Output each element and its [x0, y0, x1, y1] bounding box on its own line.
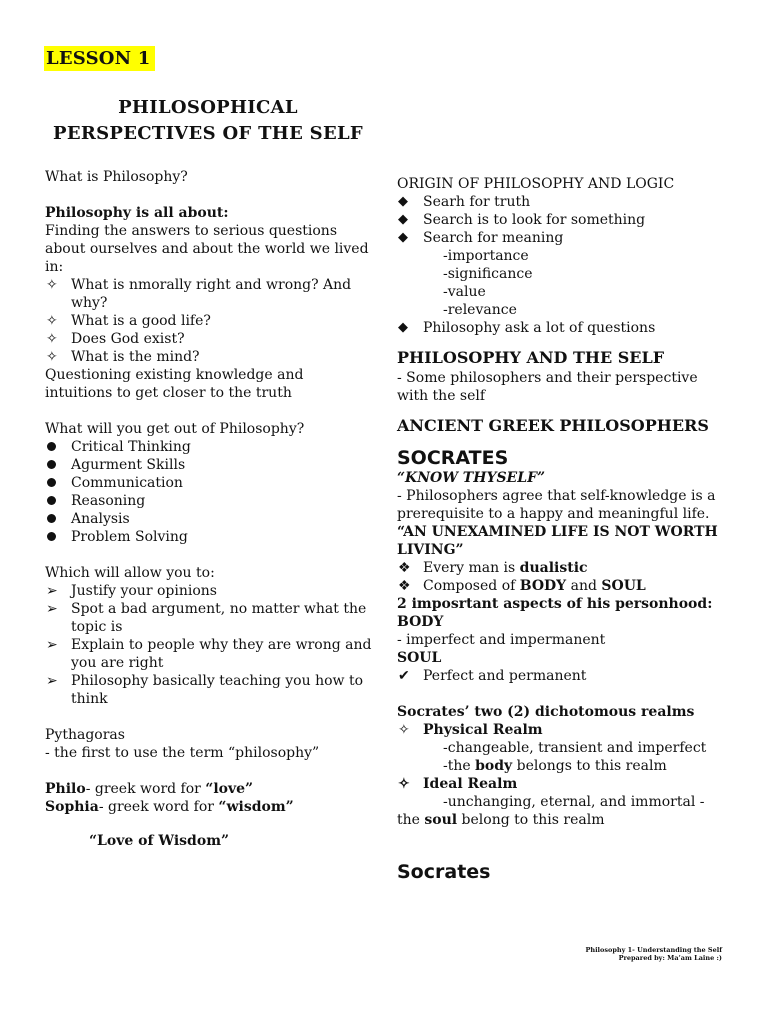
philosophy-self-heading: PHILOSOPHY AND THE SELF — [397, 348, 665, 367]
arrowhead-icon: ➢ — [46, 583, 58, 599]
know-thyself: “KNOW THYSELF” — [397, 470, 546, 486]
diamond-icon: ◆ — [398, 194, 408, 209]
socrates-heading-2: Socrates — [397, 861, 491, 883]
list-item: ✧ What is a good life? — [46, 313, 211, 329]
body-desc: - imperfect and impermanent — [397, 632, 606, 648]
get-out-question: What will you get out of Philosophy? — [45, 421, 305, 437]
know-desc: - Philosophers agree that self-knowledge is a prerequisite to a happy and meaningful life. — [397, 488, 716, 522]
unexamined-quote: “AN UNEXAMINED LIFE IS NOT WORTH LIVING” — [397, 524, 718, 558]
page-title — [44, 95, 372, 147]
arrowhead-icon: ➢ — [46, 673, 58, 689]
diamond-icon: ◆ — [398, 230, 408, 245]
what-is-philosophy: What is Philosophy? — [45, 169, 188, 185]
arrowhead-icon: ➢ — [46, 601, 58, 617]
list-item: ✔ Perfect and permanent — [398, 668, 587, 684]
list-item: ❖ Every man is dualistic — [398, 560, 588, 576]
aspects-heading: 2 imposrtant aspects of his personhood: — [397, 596, 713, 612]
meaning-sub: -relevance — [443, 302, 517, 318]
socrates-heading: SOCRATES — [397, 447, 509, 469]
footer-line-1: Philosophy 1- Understanding the Self — [585, 946, 722, 954]
list-item: ✧ Does God exist? — [46, 331, 185, 347]
list-item: ➢ Philosophy basically teaching you how to think — [46, 673, 364, 707]
sophia-line: Sophia- greek word for “wisdom” — [45, 799, 294, 815]
list-item: ✧ Ideal Realm — [398, 776, 518, 792]
physical-desc-2: -the body belongs to this realm — [443, 758, 667, 774]
arrowhead-icon: ➢ — [46, 637, 58, 653]
list-item: Communication — [71, 475, 183, 491]
star-outline-icon: ✧ — [46, 349, 58, 365]
list-item: ◆ Philosophy ask a lot of questions — [398, 320, 656, 336]
list-item: ➢ Explain to people why they are wrong and you are right — [46, 637, 372, 671]
star-outline-icon: ✧ — [46, 331, 58, 347]
list-item: Reasoning — [71, 493, 146, 509]
philo-line: Philo- greek word for “love” — [45, 781, 254, 797]
realms-heading: Socrates’ two (2) dichotomous realms — [397, 704, 695, 720]
love-of-wisdom: “Love of Wisdom” — [89, 833, 230, 849]
ancient-heading: ANCIENT GREEK PHILOSOPHERS — [397, 416, 709, 435]
star-outline-icon: ✧ — [398, 776, 410, 792]
list-item: ➢ Spot a bad argument, no matter what the topic is — [46, 601, 367, 635]
ideal-desc-2: the soul belong to this realm — [397, 812, 605, 828]
title-line-1: PHILOSOPHICAL — [118, 97, 298, 118]
footer — [585, 946, 722, 962]
list-item: ◆ Search for meaning — [398, 230, 564, 246]
diamond-icon: ◆ — [398, 212, 408, 227]
pythagoras-desc: - the first to use the term “philosophy” — [45, 745, 320, 761]
footer-line-2: Prepared by: Ma’am Laine :) — [618, 954, 722, 962]
body-label: BODY — [397, 614, 444, 630]
clover-icon: ❖ — [398, 560, 411, 576]
list-item: ✧ What is nmorally right and wrong? And why? — [46, 277, 352, 311]
star-outline-icon: ✧ — [46, 313, 58, 329]
clover-icon: ❖ — [398, 578, 411, 594]
lesson-label: LESSON 1 — [44, 46, 155, 71]
list-item: ✧ Physical Realm — [398, 722, 543, 738]
list-item: ◆ Searh for truth — [398, 194, 531, 210]
star-outline-icon: ✧ — [398, 722, 410, 738]
list-item: ➢ Justify your opinions — [46, 583, 217, 599]
left-column — [45, 168, 375, 850]
checkmark-icon: ✔ — [398, 668, 410, 684]
questioning-text: Questioning existing knowledge and intuitions to get closer to the truth — [45, 367, 304, 401]
meaning-sub: -value — [443, 284, 486, 300]
philosophy-self-desc: - Some philosophers and their perspective with the self — [397, 370, 698, 404]
list-item: ✧ What is the mind? — [46, 349, 200, 365]
ideal-desc-1: -unchanging, eternal, and immortal - — [443, 794, 705, 810]
title-line-2: PERSPECTIVES OF THE SELF — [52, 123, 364, 144]
list-item: ❖ Composed of BODY and SOUL — [398, 578, 646, 594]
about-heading: Philosophy is all about: — [45, 205, 229, 221]
soul-label: SOUL — [397, 650, 442, 666]
about-text: Finding the answers to serious questions about ourselves and about the world we lived in: — [45, 223, 369, 275]
list-item: ◆ Search is to look for something — [398, 212, 646, 228]
diamond-icon: ◆ — [398, 320, 408, 335]
origin-heading: ORIGIN OF PHILOSOPHY AND LOGIC — [397, 176, 675, 192]
list-item: Agurment Skills — [71, 457, 186, 473]
meaning-sub: -importance — [443, 248, 529, 264]
pythagoras: Pythagoras — [45, 727, 125, 743]
allow-heading: Which will allow you to: — [45, 565, 215, 581]
right-column — [397, 175, 727, 883]
star-outline-icon: ✧ — [46, 277, 58, 293]
list-item: Critical Thinking — [71, 439, 191, 455]
list-item: Problem Solving — [71, 529, 188, 545]
meaning-sub: -significance — [443, 266, 533, 282]
physical-desc-1: -changeable, transient and imperfect — [443, 740, 707, 756]
list-item: Analysis — [71, 511, 130, 527]
